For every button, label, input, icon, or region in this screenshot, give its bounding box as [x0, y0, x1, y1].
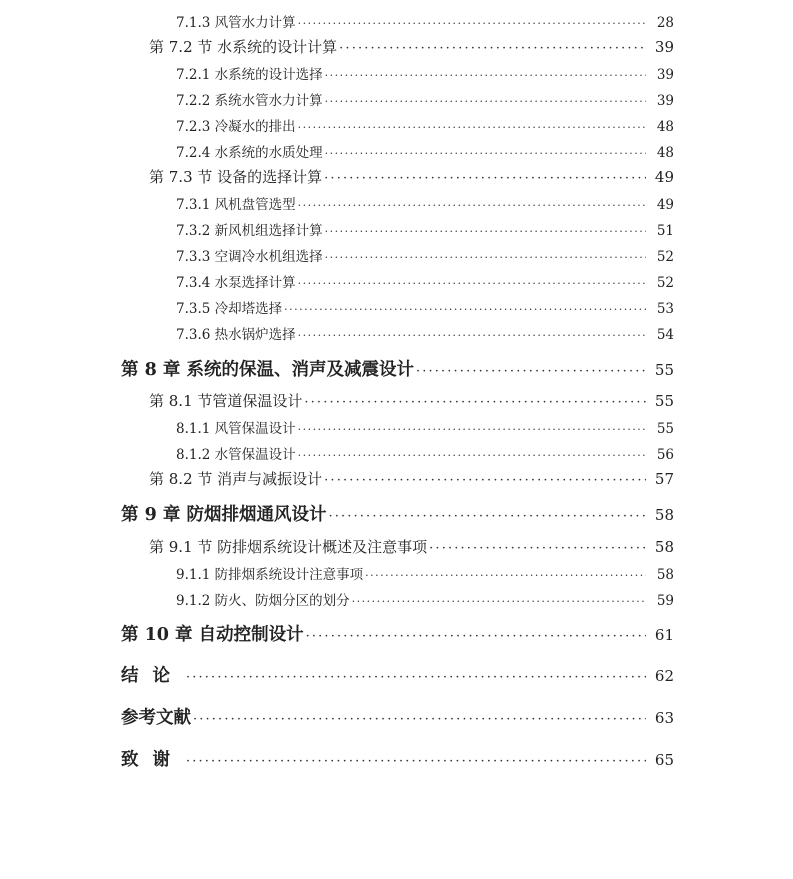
leader-dots [325, 225, 646, 238]
leader-dots [298, 17, 646, 30]
toc-page-number: 52 [656, 249, 674, 265]
toc-page-number: 39 [654, 38, 674, 56]
leader-dots [352, 595, 646, 608]
toc-entry-7-1-3[interactable] [176, 11, 674, 31]
toc-page-number: 52 [656, 275, 674, 291]
toc-label: 9.1.2 防火、防烟分区的划分 [176, 593, 350, 609]
leader-dots [365, 569, 646, 582]
toc-entry-conclusion[interactable] [121, 662, 674, 687]
leader-dots [325, 147, 646, 160]
toc-entry-9-1-1[interactable] [176, 563, 674, 583]
toc-entry-references[interactable] [121, 704, 674, 729]
leader-dots [429, 541, 646, 556]
toc-label: 致谢 [121, 750, 184, 770]
toc-label: 8.1.2 水管保温设计 [176, 447, 296, 463]
toc-entry-chapter-9[interactable] [121, 501, 674, 526]
toc-label: 第 8.2 节 消声与减振设计 [149, 470, 323, 488]
leader-dots [324, 473, 646, 488]
toc-page-number: 49 [656, 197, 674, 213]
toc-entry-7-2-2[interactable] [176, 89, 674, 109]
toc-page-number: 59 [656, 593, 674, 609]
toc-label: 8.1.1 风管保温设计 [176, 421, 296, 437]
toc-page-number: 53 [656, 301, 674, 317]
toc-page-number: 51 [656, 223, 674, 239]
toc-page-number: 28 [656, 15, 674, 31]
toc-page-number: 63 [654, 709, 674, 727]
leader-dots [193, 712, 646, 727]
toc-page-number: 39 [656, 93, 674, 109]
toc-label: 7.3.2 新风机组选择计算 [176, 223, 323, 239]
leader-dots [298, 121, 646, 134]
toc-entry-7-3-2[interactable] [176, 219, 674, 239]
toc-entry-chapter-8[interactable] [121, 356, 674, 381]
toc-page-number: 48 [656, 119, 674, 135]
leader-dots [324, 171, 646, 186]
toc-entry-7-3-1[interactable] [176, 193, 674, 213]
toc-page-number: 56 [656, 447, 674, 463]
leader-dots [328, 509, 646, 524]
toc-page-number: 49 [654, 168, 674, 186]
toc-label: 7.2.3 冷凝水的排出 [176, 119, 296, 135]
leader-dots [298, 423, 646, 436]
leader-dots [186, 754, 646, 769]
leader-dots [304, 395, 646, 410]
toc-label: 第 7.3 节 设备的选择计算 [149, 168, 323, 186]
toc-entry-7-2-4[interactable] [176, 141, 674, 161]
toc-entry-7-3-6[interactable] [176, 323, 674, 343]
toc-entry-7-3-3[interactable] [176, 245, 674, 265]
toc-label: 9.1.1 防排烟系统设计注意事项 [176, 567, 364, 583]
toc-entry-section-7-2[interactable] [149, 36, 674, 57]
leader-dots [298, 277, 646, 290]
toc-page-number: 61 [654, 626, 674, 644]
leader-dots [325, 251, 646, 264]
toc-entry-acknowledgements[interactable] [121, 746, 674, 771]
toc-entry-7-3-5[interactable] [176, 297, 674, 317]
toc-label: 第 10 章 自动控制设计 [121, 625, 304, 645]
toc-page-number: 39 [656, 67, 674, 83]
toc-entry-7-3-4[interactable] [176, 271, 674, 291]
toc-entry-8-1-2[interactable] [176, 443, 674, 463]
leader-dots [284, 303, 646, 316]
leader-dots [325, 95, 646, 108]
leader-dots [416, 364, 646, 379]
toc-label: 7.2.1 水系统的设计选择 [176, 67, 323, 83]
leader-dots [306, 629, 646, 644]
leader-dots [325, 69, 646, 82]
toc-label: 7.3.5 冷却塔选择 [176, 301, 283, 317]
toc-label: 第 9 章 防烟排烟通风设计 [121, 505, 327, 525]
toc-entry-chapter-10[interactable] [121, 621, 674, 646]
toc-label: 第 9.1 节 防排烟系统设计概述及注意事项 [149, 538, 428, 556]
toc-label: 7.3.3 空调冷水机组选择 [176, 249, 323, 265]
toc-page-number: 55 [654, 361, 674, 379]
toc-page-number: 55 [654, 392, 674, 410]
toc-page-number: 58 [654, 538, 674, 556]
leader-dots [186, 670, 646, 685]
toc-page-number: 58 [654, 506, 674, 524]
toc-entry-7-2-3[interactable] [176, 115, 674, 135]
toc-label: 参考文献 [121, 708, 191, 728]
toc-page-number: 48 [656, 145, 674, 161]
toc-page-number: 65 [654, 751, 674, 769]
toc-label: 7.2.2 系统水管水力计算 [176, 93, 323, 109]
toc-entry-section-9-1[interactable] [149, 536, 674, 557]
leader-dots [298, 329, 646, 342]
toc-label: 第 8.1 节管道保温设计 [149, 392, 303, 410]
leader-dots [298, 449, 646, 462]
toc-label: 第 7.2 节 水系统的设计计算 [149, 38, 338, 56]
toc-entry-section-7-3[interactable] [149, 166, 674, 187]
toc-entry-7-2-1[interactable] [176, 63, 674, 83]
toc-label: 结论 [121, 666, 184, 686]
leader-dots [298, 199, 646, 212]
toc-page-number: 58 [656, 567, 674, 583]
toc-page-number: 57 [654, 470, 674, 488]
toc-page-number: 55 [656, 421, 674, 437]
toc-label: 7.1.3 风管水力计算 [176, 15, 296, 31]
toc-label: 7.3.1 风机盘管选型 [176, 197, 296, 213]
toc-entry-section-8-2[interactable] [149, 468, 674, 489]
toc-entry-9-1-2[interactable] [176, 589, 674, 609]
toc-label: 7.3.6 热水锅炉选择 [176, 327, 296, 343]
toc-entry-section-8-1[interactable] [149, 390, 674, 411]
toc-entry-8-1-1[interactable] [176, 417, 674, 437]
toc-label: 7.2.4 水系统的水质处理 [176, 145, 323, 161]
toc-label: 第 8 章 系统的保温、消声及减震设计 [121, 360, 414, 380]
toc-label: 7.3.4 水泵选择计算 [176, 275, 296, 291]
toc-page-number: 62 [654, 667, 674, 685]
toc-page-number: 54 [656, 327, 674, 343]
leader-dots [339, 41, 646, 56]
